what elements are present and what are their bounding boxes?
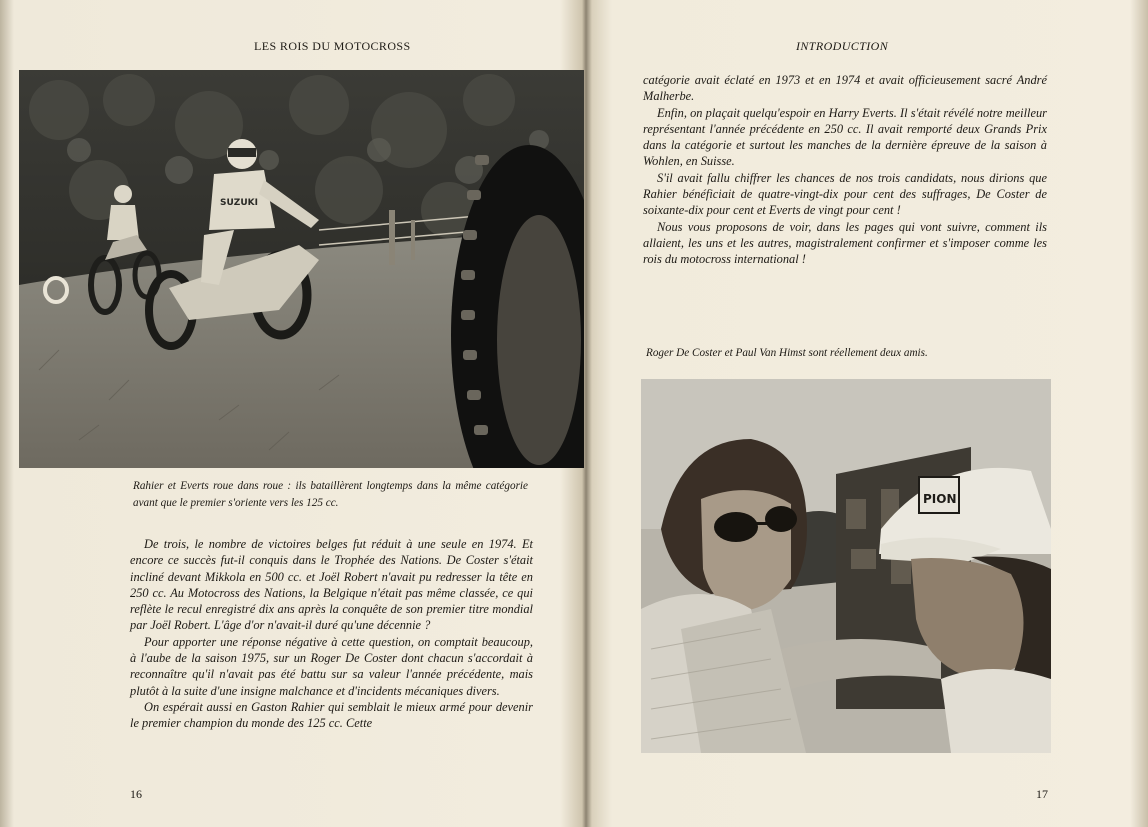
paragraph: Enfin, on plaçait quelqu'espoir en Harry Everts. Il s'était révélé notre meilleur représentant l'année précédente en 250 cc. Il avait remporté deux Grands Prix dans la catégorie et surtout les manches de la dernière épreuve de la saison à Wohlen, en Suisse.	[643, 105, 1047, 169]
paragraph: De trois, le nombre de victoires belges fut réduit à une seule en 1974. Et encore ce succès fut-il conquis dans le Trophée des Nations. De Coster s'était incliné devant Mikkola en 500 cc. et Joël Robert n'avait pu redresser la tête en 250 cc. Au Motocross des Nations, la Belgique n'était pas même classée, ce qui reflète le recul enregistré dix ans après la conquête de son premier titre mondial par Joël Robert. L'âge d'or n'avait-il duré qu'une décennie ?	[130, 537, 533, 633]
jersey-text: SUZUKI	[220, 198, 258, 208]
photo-caption-right: Roger De Coster et Paul Van Himst sont réellement deux amis.	[646, 347, 928, 359]
paragraph: catégorie avait éclaté en 1973 et en 1974 et avait officieusement sacré André Malherbe.	[643, 73, 1047, 104]
paragraph: Nous vous proposons de voir, dans les pages qui vont suivre, comment ils allaient, les uns et les autres, magistralement confirmer et s'imposer comme les rois du motocross international !	[643, 219, 1047, 267]
right-page	[588, 0, 1148, 827]
running-head-right: INTRODUCTION	[796, 39, 889, 53]
motocross-race-photo	[19, 70, 584, 468]
paragraph: On espérait aussi en Gaston Rahier qui semblait le mieux armé pour devenir le premier champion du monde des 125 cc. Cette	[130, 699, 533, 731]
running-head-left: LES ROIS DU MOTOCROSS	[254, 39, 411, 53]
page-number-right: 17	[1036, 787, 1048, 801]
paragraph: S'il avait fallu chiffrer les chances de nos trois candidats, nous dirions que Rahier bénéficiait de quatre-vingt-dix pour cent des suffrages, De Coster de soixante-dix pour cent et Everts de vingt pour cent !	[643, 170, 1047, 218]
page-number-left: 16	[130, 787, 142, 801]
cap-logo-text: PION	[923, 492, 957, 506]
body-text-left	[130, 536, 533, 732]
portrait-photo	[641, 379, 1051, 753]
library-watermark-stamp	[540, 368, 636, 444]
body-text-right	[643, 72, 1047, 268]
photo-caption-left: Rahier et Everts roue dans roue : ils bataillèrent longtemps dans la même catégorie avant que le premier s'oriente vers les 125 cc.	[133, 480, 528, 509]
paragraph: Pour apporter une réponse négative à cette question, on comptait beaucoup, à l'aube de la saison 1975, sur un Roger De Coster dont chacun s'accordait à reconnaître qu'il n'avait pas été battu sur sa valeur l'année précédente, mais plutôt à la suite d'une insigne malchance et d'incidents mécaniques divers.	[130, 634, 533, 698]
